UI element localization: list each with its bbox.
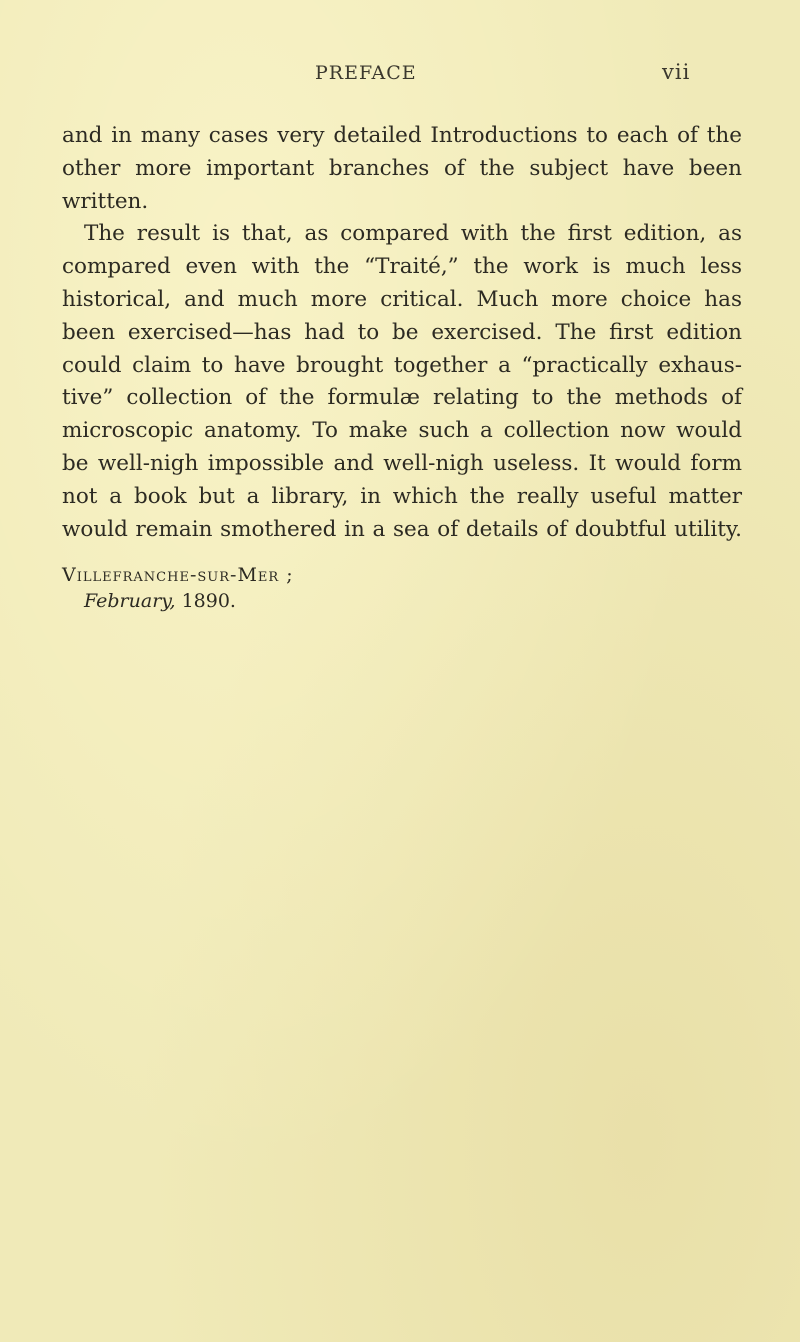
text-line: not a book but a library, in which the really useful matter <box>62 483 742 509</box>
signature-date <box>84 588 294 614</box>
text-line: been exercised—has had to be exercised. The first edition <box>62 319 742 345</box>
text-line: The result is that, as compared with the first edition, as <box>84 221 742 247</box>
running-title: PREFACE <box>315 62 417 84</box>
signature-year: 1890. <box>181 590 236 612</box>
text-line: would remain smothered in a sea of details of doubtful utility. <box>62 516 742 542</box>
text-line: historical, and much more critical. Much more choice has <box>62 286 742 312</box>
text-line: tive” collection of the formulæ relating to the methods of <box>62 385 742 411</box>
page-number: vii <box>662 60 691 84</box>
running-head <box>0 62 800 92</box>
preface-body <box>62 120 742 546</box>
text-line: other more important branches of the subject have been <box>62 155 742 181</box>
text-line: be well-nigh impossible and well-nigh useless. It would form <box>62 450 742 476</box>
signature-block <box>62 562 294 614</box>
signature-month: February, <box>84 590 176 612</box>
text-line: could claim to have brought together a “practically exhaus- <box>62 352 742 378</box>
text-line: microscopic anatomy. To make such a collection now would <box>62 418 742 444</box>
text-line: written. <box>62 188 149 214</box>
text-line: and in many cases very detailed Introductions to each of the <box>62 123 742 148</box>
text-line: compared even with the “Traité,” the work is much less <box>62 254 742 280</box>
signature-place: Villefranche-sur-Mer ; <box>62 564 294 586</box>
